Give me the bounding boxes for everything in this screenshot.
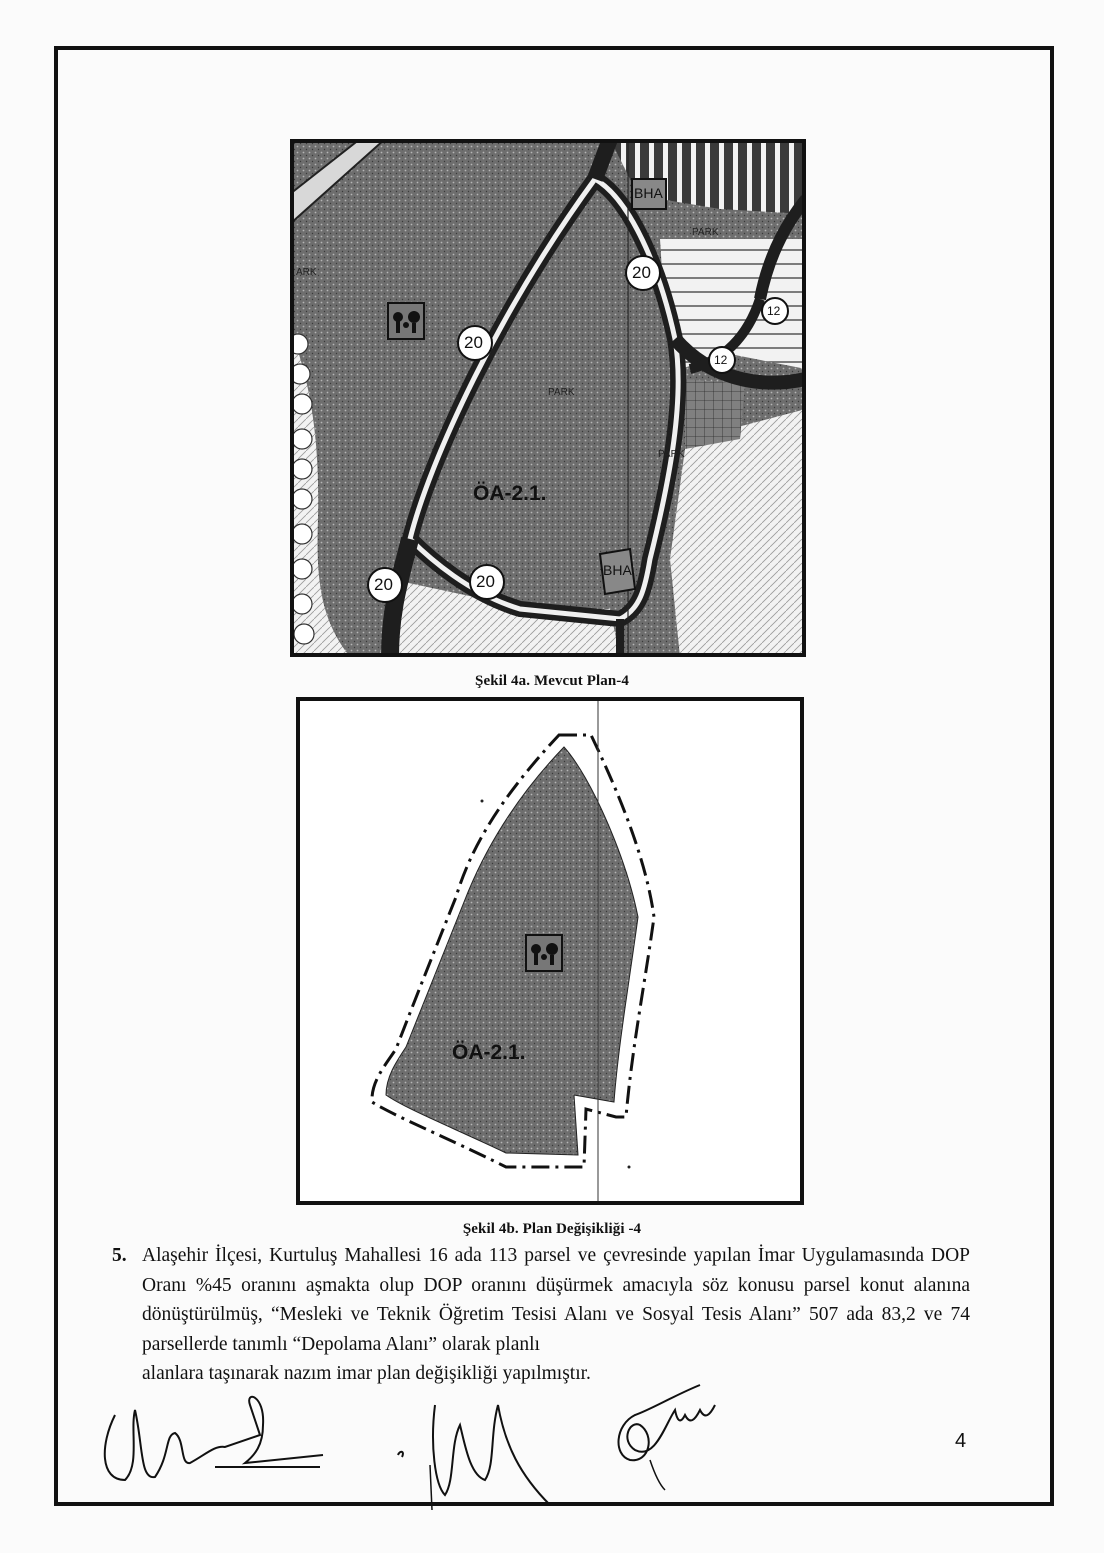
area-code-label: ÖA-2.1. bbox=[452, 1041, 526, 1064]
figure-caption: Şekil 4b. Plan Değişikliği -4 bbox=[462, 1221, 642, 1237]
park-label: PARK bbox=[658, 449, 685, 460]
bha-label: BHA bbox=[603, 562, 632, 578]
park-symbol-icon bbox=[526, 935, 562, 971]
park-edge-label: ARK bbox=[296, 267, 317, 278]
paragraph-5 bbox=[112, 1241, 970, 1389]
plan-change-map bbox=[296, 697, 804, 1205]
road-number: 20 bbox=[374, 575, 393, 594]
paragraph-number: 5. bbox=[112, 1245, 127, 1266]
road-number: 12 bbox=[767, 304, 781, 318]
road-number: 12 bbox=[714, 353, 728, 367]
park-label: PARK bbox=[692, 227, 719, 238]
park-symbol-icon bbox=[388, 303, 424, 339]
area-code-label: ÖA-2.1. bbox=[473, 482, 547, 505]
road-number: 20 bbox=[464, 333, 483, 352]
page-number: 4 bbox=[955, 1430, 967, 1452]
figure-caption: Şekil 4a. Mevcut Plan-4 bbox=[475, 673, 629, 689]
signature-3 bbox=[605, 1365, 735, 1495]
existing-plan-map bbox=[290, 139, 806, 657]
paragraph-text: Alaşehir İlçesi, Kurtuluş Mahallesi 16 ada 113 parsel ve çevresinde yapılan İmar Uygulamasında DOP Oranı %45 oranını aşmakta olup DOP oranını düşürmek amacıyla söz konusu parsel konut alanına dönüştürülmüş, “Mesleki ve Teknik Öğretim Tesisi Alanı ve Sosyal Tesis Alanı” 507 ada 83,2 ve 74 parsellerde tanımlı “Depolama Alanı” olarak planlı bbox=[142, 1245, 970, 1355]
signature-2 bbox=[390, 1385, 570, 1525]
paragraph-last-line: alanlara taşınarak nazım imar plan değişikliği yapılmıştır. bbox=[142, 1363, 591, 1384]
park-label: PARK bbox=[548, 387, 575, 398]
bha-label: BHA bbox=[634, 185, 663, 201]
road-number: 20 bbox=[476, 572, 495, 591]
road-number: 20 bbox=[632, 263, 651, 282]
signature-1 bbox=[95, 1385, 335, 1495]
